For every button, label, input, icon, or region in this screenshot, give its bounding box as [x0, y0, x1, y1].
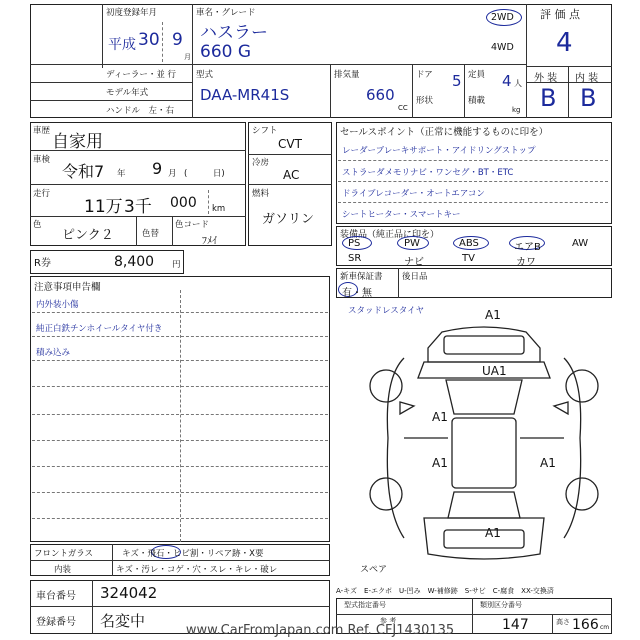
watermark: www.CarFromJapan.com Ref. CFJ1430135 [185, 623, 455, 638]
car-name-label: 車名・グレード [196, 8, 256, 18]
interior-grade: B [580, 84, 597, 112]
fuel-value: ガソリン [262, 212, 315, 227]
mileage-unit: km [212, 204, 226, 214]
selling-point-4: シートヒーター・スマートキー [342, 210, 461, 220]
later-date-label: 後日品 [402, 272, 428, 282]
interior-cond-value: キズ・汚レ・コゲ・穴・スレ・キレ・破レ [116, 565, 278, 575]
inspection-era: 令和7 [62, 162, 105, 181]
recycle-value: 8,400 [114, 254, 155, 270]
equip-airbag: エアB [514, 242, 541, 253]
class-label: 類別区分番号 [480, 601, 522, 609]
car-diagram [364, 318, 604, 570]
capacity-value: 4 [502, 72, 512, 90]
selling-points-title: セールスポイント（正常に機能するものに印を） [340, 127, 549, 138]
damage-left-rear: A1 [432, 456, 448, 470]
mileage-rest: 000 [170, 195, 197, 211]
equipment-title: 装備品（純正品に印を） [340, 230, 440, 240]
registration-value: 名変中 [100, 612, 146, 630]
mileage-label: 走行 [33, 189, 51, 199]
mileage-man: 11万 [84, 197, 123, 217]
shift-value: CVT [278, 137, 302, 151]
door-value: 5 [452, 72, 462, 90]
usage-label: 車歴 [33, 126, 51, 136]
capacity-label: 定員 [468, 70, 486, 80]
warranty-value: 有・無 [342, 288, 372, 299]
load-unit: kg [512, 106, 521, 114]
dealer-label: ディーラー・並 行 [106, 70, 177, 80]
selling-point-3: ドライブレコーダー・オートエアコン [342, 189, 485, 199]
first-reg-month: 9 [172, 30, 183, 50]
damage-rear: A1 [485, 526, 501, 540]
rating-value: 4 [556, 28, 573, 58]
inspection-month: 9 [152, 159, 163, 178]
drive-2wd: 2WD [491, 12, 514, 23]
equip-navi: ナビ [404, 257, 424, 268]
damage-left-front: A1 [432, 410, 448, 424]
ref-label: 参 考 [380, 617, 397, 625]
handle-label: ハンドル 左・右 [106, 106, 175, 116]
load-label: 積載 [468, 96, 486, 106]
usage-value: 自家用 [52, 132, 103, 152]
equip-ps: PS [348, 238, 361, 249]
color-code-value: ﾌﾒｲ [202, 236, 217, 247]
type-designation-label: 型式指定番号 [344, 601, 386, 609]
equip-abs: ABS [459, 238, 479, 249]
equip-sr: SR [348, 253, 362, 264]
damage-roof: UA1 [482, 364, 507, 378]
ac-label: 冷房 [252, 158, 270, 168]
damage-front: A1 [485, 308, 501, 322]
recycle-label: R券 [34, 258, 51, 269]
chassis-label: 車台番号 [36, 591, 76, 602]
capacity-unit: 人 [514, 79, 522, 88]
model-year-label: モデル年式 [106, 88, 149, 98]
diagram-top-note: スタッドレスタイヤ [348, 306, 425, 316]
car-grade: 660 G [200, 42, 252, 62]
displacement-value: 660 [366, 86, 395, 104]
damage-right-rear: A1 [540, 456, 556, 470]
equip-tv: TV [462, 253, 475, 264]
color-label: 色 [33, 220, 42, 230]
inspection-year-unit: 年 [117, 169, 126, 179]
equip-leather: カワ [516, 257, 536, 268]
first-reg-era: 平成 [108, 37, 136, 53]
shift-label: シフト [252, 126, 278, 136]
color-code-label: 色コード [175, 220, 210, 230]
chassis-value: 324042 [100, 584, 158, 602]
note-line-1: 内外装小傷 [36, 300, 79, 310]
first-reg-month-unit: 月 [184, 53, 191, 61]
front-glass-label: フロントガラス [34, 549, 93, 559]
selling-point-2: ストラーダメモリナビ・ワンセグ・BT・ETC [342, 168, 514, 178]
registration-label: 登録番号 [36, 617, 76, 628]
inspection-label: 車検 [33, 155, 51, 165]
selling-point-1: レーダーブレーキサポート・アイドリングストップ [342, 146, 536, 156]
interior-cond-label: 内装 [54, 565, 72, 575]
legend: A-キズ E-エクボ U-凹み W-補修跡 S-サビ C-腐食 XX-交換済 [336, 587, 554, 595]
ac-value: AC [283, 168, 300, 182]
note-line-3: 積み込み [36, 348, 71, 358]
front-glass-value: キズ・飛石・ヒビ割・リペア跡・X要 [122, 549, 264, 559]
color-value: ピンク２ [62, 228, 114, 243]
notes-title: 注意事項申告欄 [34, 282, 101, 293]
fuel-label: 燃料 [252, 189, 270, 199]
type-value: DAA-MR41S [200, 86, 290, 104]
note-line-2: 純正白鉄チンホイールタイヤ付き [36, 324, 163, 334]
exterior-grade: B [540, 84, 557, 112]
first-reg-year: 30 [138, 30, 160, 50]
color-change-label: 色替 [142, 229, 160, 239]
width-value: 147 [502, 617, 529, 633]
first-reg-label: 初度登録年月 [106, 8, 158, 18]
mileage-sen: 3千 [124, 197, 152, 217]
rating-label: 評 価 点 [540, 8, 580, 21]
displacement-label: 排気量 [334, 70, 360, 80]
exterior-label: 外 装 [534, 73, 558, 84]
door-label: ドア [416, 70, 433, 80]
recycle-box [30, 250, 184, 274]
displacement-unit: CC [398, 104, 408, 112]
car-name: ハスラー [200, 23, 268, 43]
drive-4wd: 4WD [491, 42, 514, 53]
interior-label: 内 装 [575, 73, 599, 84]
dimension-unit: cm [600, 624, 610, 631]
warranty-label: 新車保証書 [340, 272, 383, 282]
recycle-unit: 円 [172, 260, 181, 270]
inspection-day: ( 日) [184, 169, 225, 179]
equip-aw: AW [572, 238, 589, 249]
equip-pw: PW [404, 238, 420, 249]
height-value: 166 [572, 617, 599, 633]
inspection-month-unit: 月 [168, 169, 177, 179]
type-label: 型式 [196, 70, 214, 80]
spare-label: スペア [360, 565, 388, 575]
height-label: 高さ [556, 618, 570, 626]
shape-label: 形状 [416, 96, 434, 106]
